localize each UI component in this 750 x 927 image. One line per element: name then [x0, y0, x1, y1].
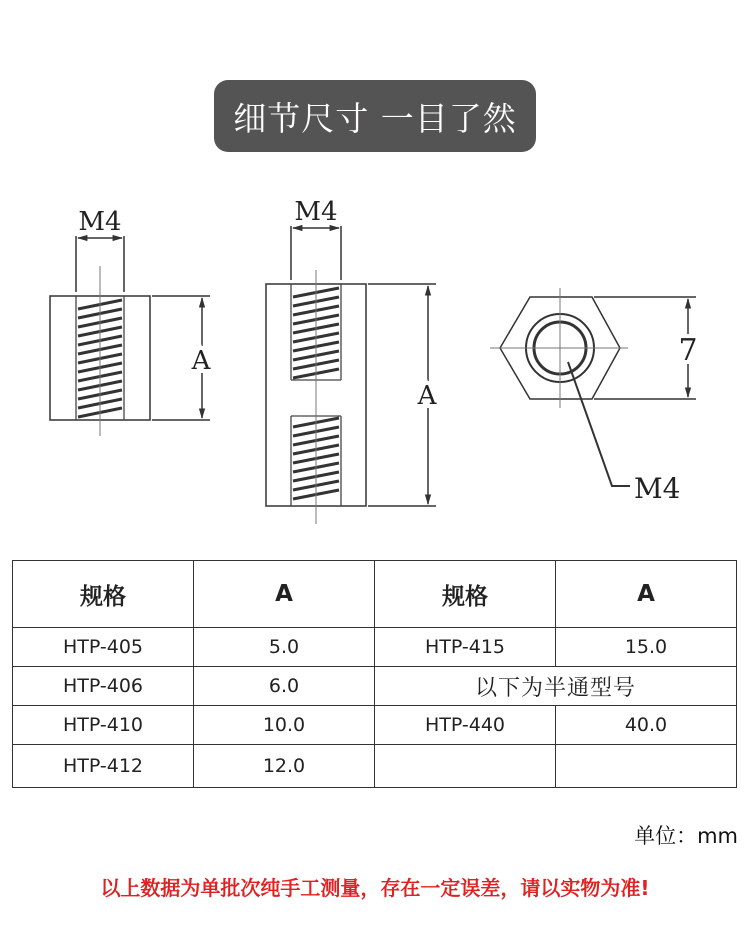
hex-thread-label: M4 [634, 472, 681, 505]
short-standoff-drawing [50, 236, 210, 436]
short-length-label: A [191, 346, 211, 376]
a-cell: 15.0 [556, 628, 737, 667]
header-a-2: A [556, 561, 737, 628]
spec-cell: HTP-415 [375, 628, 556, 667]
spec-cell [375, 745, 556, 788]
spec-cell: HTP-410 [13, 706, 194, 745]
spec-cell: HTP-440 [375, 706, 556, 745]
table-row [13, 745, 737, 788]
header-spec-2: 规格 [375, 561, 556, 628]
dimension-drawings [0, 180, 750, 525]
a-cell: 6.0 [194, 667, 375, 706]
table-row [13, 628, 737, 667]
long-length-label: A [417, 381, 437, 411]
table-row [13, 706, 737, 745]
spec-cell: HTP-412 [13, 745, 194, 788]
hex-top-view-drawing [490, 288, 696, 486]
half-through-note-cell: 以下为半通型号 [375, 667, 737, 706]
spec-table [12, 560, 737, 788]
header-spec-1: 规格 [13, 561, 194, 628]
unit-label: 单位：mm [634, 824, 738, 848]
table-header-row [13, 561, 737, 628]
a-cell [556, 745, 737, 788]
short-thread-label: M4 [78, 207, 122, 237]
a-cell: 40.0 [556, 706, 737, 745]
a-cell: 12.0 [194, 745, 375, 788]
long-thread-label: M4 [294, 197, 338, 227]
table-row [13, 667, 737, 706]
a-cell: 5.0 [194, 628, 375, 667]
long-standoff-drawing [266, 226, 436, 524]
spec-cell: HTP-406 [13, 667, 194, 706]
disclaimer-note: 以上数据为单批次纯手工测量，存在一定误差，请以实物为准! [100, 876, 650, 900]
header-a-1: A [194, 561, 375, 628]
title-text: 细节尺寸 一目了然 [233, 98, 517, 138]
page-title [214, 80, 536, 152]
a-cell: 10.0 [194, 706, 375, 745]
spec-cell: HTP-405 [13, 628, 194, 667]
hex-width-label: 7 [678, 333, 698, 368]
